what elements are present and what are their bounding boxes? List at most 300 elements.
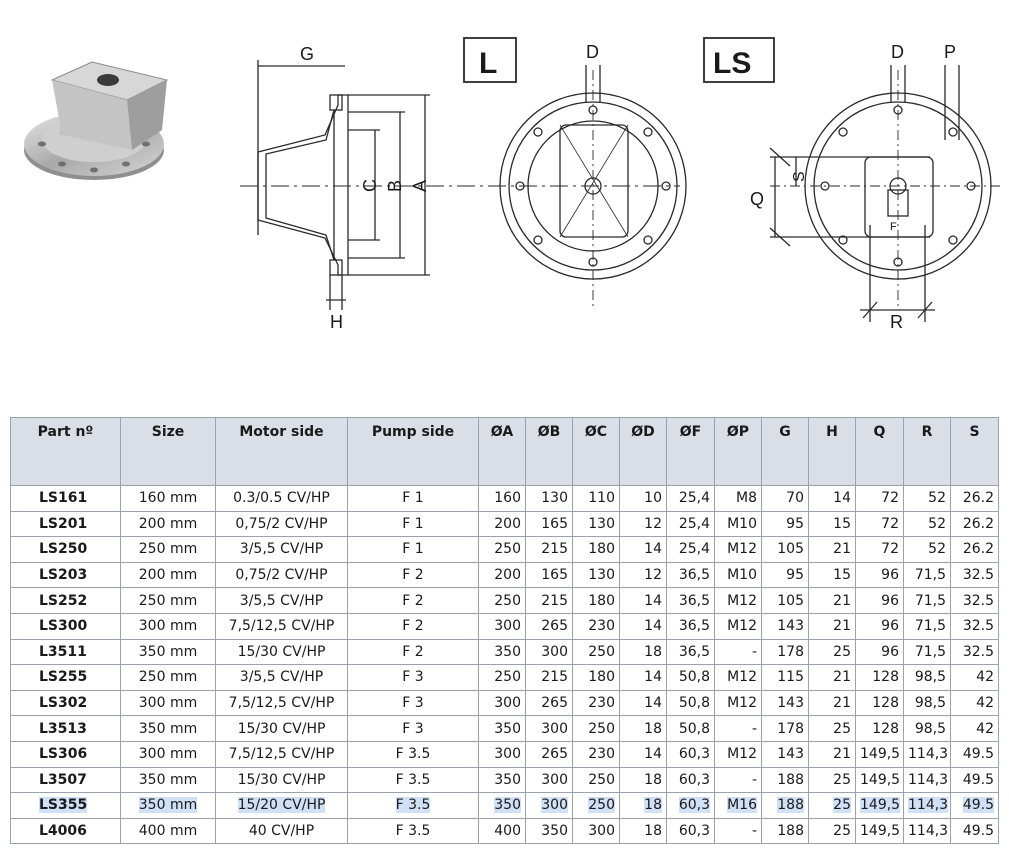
- cell-r-value: 98,5: [914, 695, 946, 712]
- cell-pump-side: [348, 793, 479, 819]
- cell-h: [809, 767, 856, 793]
- cell-g: [762, 537, 809, 563]
- cell-q: [856, 613, 904, 639]
- cell-h: [809, 793, 856, 819]
- cell-motor-side-value: 0,75/2 CV/HP: [235, 567, 328, 584]
- cell-motor-side-value: 15/30 CV/HP: [237, 771, 326, 788]
- cell-q: [856, 665, 904, 691]
- dim-label-s: S: [791, 171, 808, 182]
- cell-h: [809, 639, 856, 665]
- cell-q: [856, 741, 904, 767]
- cell-r: [904, 818, 951, 844]
- cell-motor-side: [216, 511, 348, 537]
- cell-p-value: M12: [727, 618, 757, 635]
- header-h: H: [809, 418, 856, 486]
- cell-part-value: LS306: [39, 746, 88, 763]
- cell-a: [479, 639, 526, 665]
- cell-s-value: 32.5: [962, 567, 994, 584]
- technical-drawing: [230, 30, 1000, 340]
- table-row: [11, 741, 999, 767]
- cell-motor-side: [216, 537, 348, 563]
- cell-q-value: 96: [881, 618, 899, 635]
- cell-c-value: 250: [588, 720, 615, 737]
- cell-g: [762, 818, 809, 844]
- header-d: ØD: [620, 418, 667, 486]
- cell-size: [121, 537, 216, 563]
- cell-r: [904, 741, 951, 767]
- cell-a-value: 350: [494, 771, 521, 788]
- cell-g: [762, 793, 809, 819]
- cell-b: [526, 639, 573, 665]
- cell-b-value: 130: [541, 490, 568, 507]
- cell-c: [573, 665, 620, 691]
- cell-size: [121, 767, 216, 793]
- cell-part-value: L3511: [39, 643, 87, 660]
- cell-part: [11, 690, 121, 716]
- cell-p: [715, 767, 762, 793]
- cell-p-value: -: [751, 720, 757, 737]
- cell-motor-side-value: 15/20 CV/HP: [237, 797, 326, 814]
- cell-motor-side: [216, 562, 348, 588]
- cell-g: [762, 613, 809, 639]
- cell-c-value: 180: [588, 669, 615, 686]
- cell-c: [573, 690, 620, 716]
- cell-c-value: 250: [588, 797, 615, 814]
- cell-part: [11, 537, 121, 563]
- cell-part-value: LS255: [39, 669, 88, 686]
- dim-label-d-l: D: [586, 42, 599, 62]
- cell-c-value: 250: [588, 643, 615, 660]
- cell-f-value: 50,8: [678, 720, 710, 737]
- cell-b-value: 300: [541, 643, 568, 660]
- cell-s: [951, 613, 999, 639]
- cell-s: [951, 562, 999, 588]
- cell-s: [951, 741, 999, 767]
- cell-part: [11, 613, 121, 639]
- cell-h-value: 14: [833, 490, 851, 507]
- cell-part: [11, 486, 121, 512]
- cell-a-value: 350: [494, 643, 521, 660]
- cell-r: [904, 562, 951, 588]
- cell-d-value: 14: [644, 541, 662, 558]
- cell-s-value: 49.5: [962, 746, 994, 763]
- cell-size-value: 250 mm: [138, 541, 198, 558]
- cell-h: [809, 613, 856, 639]
- cell-motor-side: [216, 588, 348, 614]
- cell-a: [479, 690, 526, 716]
- header-pump-side: Pump side: [348, 418, 479, 486]
- cell-f: [667, 562, 715, 588]
- cell-c-value: 130: [588, 567, 615, 584]
- cell-p-value: M10: [727, 567, 757, 584]
- cell-a: [479, 767, 526, 793]
- cell-c: [573, 511, 620, 537]
- cell-d: [620, 613, 667, 639]
- cell-size: [121, 716, 216, 742]
- cell-size-value: 350 mm: [138, 643, 198, 660]
- dim-label-h: H: [330, 312, 343, 332]
- cell-size: [121, 741, 216, 767]
- cell-pump-side: [348, 690, 479, 716]
- cell-motor-side: [216, 767, 348, 793]
- cell-part-value: LS252: [39, 592, 88, 609]
- cell-s: [951, 537, 999, 563]
- cell-q: [856, 793, 904, 819]
- cell-pump-side-value: F 3.5: [395, 797, 431, 814]
- cell-h-value: 25: [833, 643, 851, 660]
- cell-d: [620, 767, 667, 793]
- cell-size-value: 160 mm: [138, 490, 198, 507]
- cell-b-value: 215: [541, 541, 568, 558]
- cell-c: [573, 486, 620, 512]
- cell-motor-side-value: 3/5,5 CV/HP: [239, 592, 324, 609]
- cell-part-value: LS203: [39, 567, 88, 584]
- cell-h-value: 21: [833, 618, 851, 635]
- cell-a: [479, 665, 526, 691]
- cell-d-value: 14: [644, 592, 662, 609]
- cell-c: [573, 818, 620, 844]
- cell-pump-side: [348, 818, 479, 844]
- header-part: Part nº: [11, 418, 121, 486]
- dim-label-d-ls: D: [891, 42, 904, 62]
- cell-q-value: 149,5: [860, 823, 901, 840]
- cell-q-value: 96: [881, 592, 899, 609]
- cell-g: [762, 767, 809, 793]
- header-c: ØC: [573, 418, 620, 486]
- cell-a: [479, 613, 526, 639]
- cell-a-value: 250: [494, 541, 521, 558]
- cell-b: [526, 562, 573, 588]
- cell-pump-side-value: F 2: [402, 567, 424, 584]
- cell-c: [573, 793, 620, 819]
- cell-h: [809, 486, 856, 512]
- cell-pump-side: [348, 716, 479, 742]
- cell-p: [715, 537, 762, 563]
- table-row: [11, 690, 999, 716]
- cell-d: [620, 690, 667, 716]
- cell-motor-side-value: 0.3/0.5 CV/HP: [233, 490, 330, 507]
- cell-r-value: 98,5: [914, 720, 946, 737]
- cell-s-value: 49.5: [962, 771, 994, 788]
- cell-pump-side-value: F 2: [402, 592, 424, 609]
- dim-label-p: P: [944, 42, 957, 62]
- cell-a: [479, 716, 526, 742]
- cell-r: [904, 639, 951, 665]
- table-row: [11, 716, 999, 742]
- cell-h: [809, 741, 856, 767]
- cell-c-value: 180: [588, 592, 615, 609]
- cell-s: [951, 716, 999, 742]
- table-header-row: [11, 418, 999, 486]
- cell-size: [121, 511, 216, 537]
- cell-c-value: 250: [588, 771, 615, 788]
- cell-f-value: 50,8: [678, 669, 710, 686]
- cell-f-value: 50,8: [678, 695, 710, 712]
- cell-b-value: 165: [541, 567, 568, 584]
- cell-d-value: 18: [644, 797, 662, 814]
- cell-q-value: 149,5: [860, 797, 901, 814]
- cell-p-value: M12: [727, 669, 757, 686]
- header-p: ØP: [715, 418, 762, 486]
- cell-d: [620, 537, 667, 563]
- cell-pump-side-value: F 3.5: [395, 823, 431, 840]
- cell-g: [762, 486, 809, 512]
- cell-h: [809, 665, 856, 691]
- cell-motor-side-value: 7,5/12,5 CV/HP: [228, 618, 335, 635]
- cell-size-value: 300 mm: [138, 746, 198, 763]
- cell-d-value: 14: [644, 746, 662, 763]
- cell-f-value: 25,4: [678, 541, 710, 558]
- front-view-ls-drawing: [770, 65, 1000, 322]
- cell-r: [904, 716, 951, 742]
- cell-p-value: M12: [727, 695, 757, 712]
- cell-a-value: 400: [494, 823, 521, 840]
- cell-r-value: 114,3: [908, 797, 949, 814]
- cell-c-value: 230: [588, 618, 615, 635]
- cell-b-value: 300: [541, 720, 568, 737]
- cell-part: [11, 511, 121, 537]
- cell-size: [121, 613, 216, 639]
- cell-f: [667, 716, 715, 742]
- dim-label-r: R: [890, 312, 903, 332]
- cell-motor-side: [216, 741, 348, 767]
- header-motor-side: Motor side: [216, 418, 348, 486]
- cell-c-value: 230: [588, 695, 615, 712]
- cell-g: [762, 588, 809, 614]
- cell-pump-side: [348, 613, 479, 639]
- cell-g: [762, 665, 809, 691]
- cell-f: [667, 613, 715, 639]
- cell-a: [479, 793, 526, 819]
- header-q: Q: [856, 418, 904, 486]
- cell-g-value: 143: [777, 746, 804, 763]
- dim-label-a: A: [410, 179, 430, 192]
- header-r: R: [904, 418, 951, 486]
- table-row: [11, 793, 999, 819]
- cell-p: [715, 741, 762, 767]
- cell-q-value: 128: [872, 669, 899, 686]
- cell-h: [809, 537, 856, 563]
- label-l: L: [479, 47, 498, 80]
- cell-motor-side-value: 3/5,5 CV/HP: [239, 541, 324, 558]
- cell-g-value: 178: [777, 643, 804, 660]
- cell-p-value: -: [751, 771, 757, 788]
- cell-size-value: 350 mm: [138, 720, 198, 737]
- cell-g: [762, 511, 809, 537]
- cell-d-value: 18: [644, 720, 662, 737]
- cell-s-value: 42: [976, 720, 994, 737]
- table-row: [11, 486, 999, 512]
- cell-part-value: LS300: [39, 618, 88, 635]
- cell-b: [526, 486, 573, 512]
- cell-d: [620, 741, 667, 767]
- cell-motor-side-value: 15/30 CV/HP: [237, 643, 326, 660]
- cell-pump-side-value: F 1: [402, 541, 424, 558]
- cell-r-value: 114,3: [908, 746, 949, 763]
- cell-f-value: 25,4: [678, 490, 710, 507]
- cell-r-value: 114,3: [908, 771, 949, 788]
- cell-p: [715, 562, 762, 588]
- cell-part: [11, 639, 121, 665]
- cell-motor-side: [216, 690, 348, 716]
- cell-h: [809, 818, 856, 844]
- cell-h-value: 21: [833, 592, 851, 609]
- cell-f-value: 25,4: [678, 515, 710, 532]
- cell-motor-side: [216, 613, 348, 639]
- cell-h-value: 25: [833, 771, 851, 788]
- cell-s-value: 32.5: [962, 643, 994, 660]
- cell-b: [526, 716, 573, 742]
- cell-pump-side: [348, 588, 479, 614]
- cell-p: [715, 511, 762, 537]
- cell-r: [904, 767, 951, 793]
- cell-p: [715, 486, 762, 512]
- cell-p-value: -: [751, 643, 757, 660]
- cell-a: [479, 562, 526, 588]
- cell-part-value: LS355: [39, 797, 88, 814]
- cell-p-value: M12: [727, 541, 757, 558]
- cell-size-value: 350 mm: [138, 771, 198, 788]
- cell-pump-side-value: F 2: [402, 643, 424, 660]
- cell-part-value: L3507: [39, 771, 87, 788]
- cell-f-value: 36,5: [678, 643, 710, 660]
- cell-s-value: 42: [976, 695, 994, 712]
- cell-q-value: 128: [872, 720, 899, 737]
- cell-r: [904, 690, 951, 716]
- cell-size: [121, 562, 216, 588]
- cell-pump-side-value: F 3: [402, 669, 424, 686]
- cell-size-value: 400 mm: [138, 823, 198, 840]
- cell-d-value: 12: [644, 567, 662, 584]
- cell-a-value: 300: [494, 618, 521, 635]
- cell-part-value: LS201: [39, 515, 88, 532]
- cell-s-value: 32.5: [962, 592, 994, 609]
- cell-a-value: 350: [494, 797, 521, 814]
- cell-h: [809, 511, 856, 537]
- dim-label-b: B: [385, 179, 405, 192]
- cell-a-value: 250: [494, 592, 521, 609]
- cell-q-value: 72: [881, 515, 899, 532]
- cell-d: [620, 562, 667, 588]
- cell-pump-side: [348, 741, 479, 767]
- cell-pump-side: [348, 767, 479, 793]
- cell-s: [951, 767, 999, 793]
- cell-pump-side: [348, 537, 479, 563]
- cell-q: [856, 486, 904, 512]
- cell-size: [121, 588, 216, 614]
- cell-r: [904, 486, 951, 512]
- cell-d-value: 18: [644, 771, 662, 788]
- cell-c-value: 180: [588, 541, 615, 558]
- cell-g-value: 115: [777, 669, 804, 686]
- front-view-l-drawing: [500, 65, 686, 310]
- cell-r-value: 71,5: [914, 592, 946, 609]
- cell-f-value: 36,5: [678, 567, 710, 584]
- cell-b: [526, 588, 573, 614]
- cell-a-value: 250: [494, 669, 521, 686]
- cell-size-value: 250 mm: [138, 592, 198, 609]
- cell-motor-side: [216, 486, 348, 512]
- cell-p-value: M8: [736, 490, 757, 507]
- cell-size-value: 300 mm: [138, 695, 198, 712]
- cell-f-value: 36,5: [678, 592, 710, 609]
- cell-motor-side: [216, 716, 348, 742]
- cell-size: [121, 665, 216, 691]
- cell-g-value: 143: [777, 618, 804, 635]
- cell-part: [11, 562, 121, 588]
- cell-p-value: M12: [727, 592, 757, 609]
- cell-part-value: LS302: [39, 695, 88, 712]
- cell-r: [904, 613, 951, 639]
- cell-d: [620, 793, 667, 819]
- cell-motor-side: [216, 639, 348, 665]
- cell-f-value: 60,3: [678, 771, 710, 788]
- cell-g-value: 70: [786, 490, 804, 507]
- cell-a-value: 300: [494, 746, 521, 763]
- cell-pump-side: [348, 562, 479, 588]
- cell-b-value: 350: [541, 823, 568, 840]
- cell-b: [526, 741, 573, 767]
- cell-f: [667, 690, 715, 716]
- cell-q: [856, 690, 904, 716]
- header-a: ØA: [479, 418, 526, 486]
- table-row: [11, 639, 999, 665]
- header-g: G: [762, 418, 809, 486]
- cell-f: [667, 486, 715, 512]
- cell-q-value: 128: [872, 695, 899, 712]
- cell-a-value: 300: [494, 695, 521, 712]
- specifications-table: [10, 417, 999, 844]
- cell-p-value: -: [751, 823, 757, 840]
- cell-c: [573, 767, 620, 793]
- cell-d: [620, 818, 667, 844]
- cell-size-value: 300 mm: [138, 618, 198, 635]
- header-s: S: [951, 418, 999, 486]
- cell-q-value: 72: [881, 541, 899, 558]
- table-row: [11, 562, 999, 588]
- cell-c: [573, 562, 620, 588]
- cell-part-value: LS161: [39, 490, 88, 507]
- cell-a: [479, 537, 526, 563]
- cell-d: [620, 716, 667, 742]
- cell-c-value: 130: [588, 515, 615, 532]
- cell-h: [809, 562, 856, 588]
- cell-b: [526, 793, 573, 819]
- cell-p: [715, 690, 762, 716]
- cell-r-value: 71,5: [914, 643, 946, 660]
- cell-p: [715, 716, 762, 742]
- table-row: [11, 537, 999, 563]
- cell-b: [526, 511, 573, 537]
- label-ls: LS: [713, 47, 752, 80]
- cell-a-value: 200: [494, 567, 521, 584]
- cell-b-value: 300: [541, 771, 568, 788]
- cell-c: [573, 613, 620, 639]
- cell-f: [667, 793, 715, 819]
- cell-d-value: 10: [644, 490, 662, 507]
- cell-r-value: 52: [928, 490, 946, 507]
- cell-r-value: 52: [928, 515, 946, 532]
- header-size: Size: [121, 418, 216, 486]
- cell-p: [715, 613, 762, 639]
- cell-p: [715, 665, 762, 691]
- cell-s: [951, 639, 999, 665]
- cell-b: [526, 537, 573, 563]
- cell-d: [620, 486, 667, 512]
- cell-b-value: 300: [541, 797, 568, 814]
- cell-b-value: 165: [541, 515, 568, 532]
- cell-b-value: 215: [541, 592, 568, 609]
